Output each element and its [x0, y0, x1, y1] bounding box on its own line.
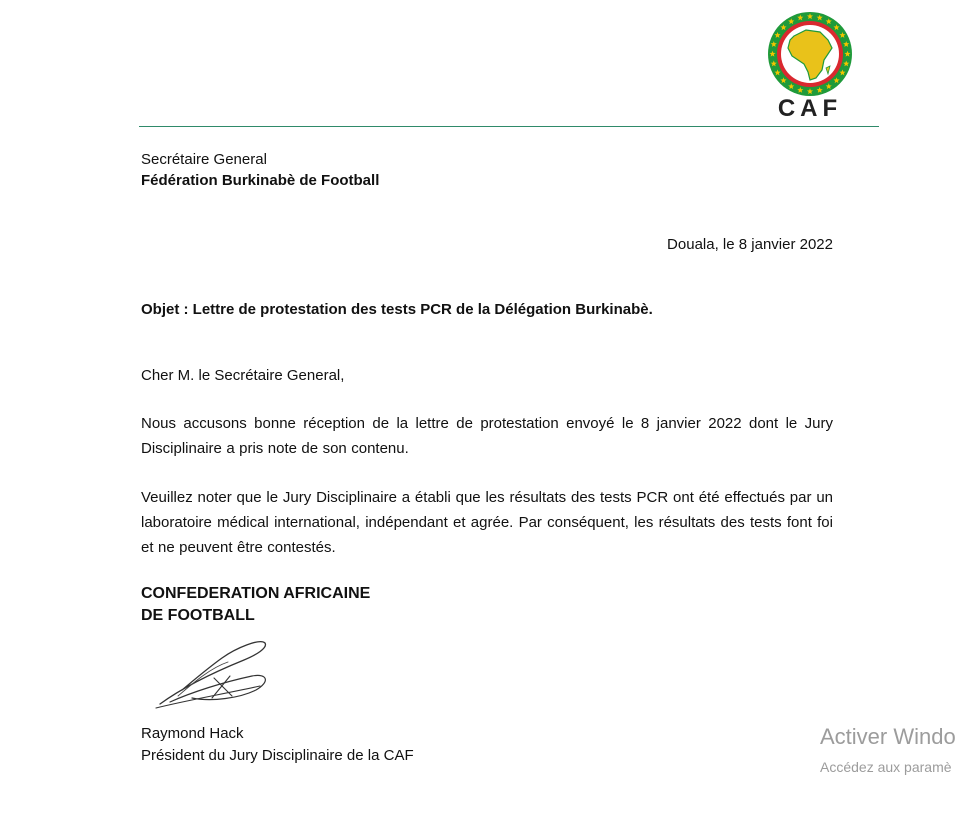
organization-line-1: CONFEDERATION AFRICAINE [141, 585, 371, 602]
organization-line-2: DE FOOTBALL [141, 607, 255, 624]
subject-line: Objet : Lettre de protestation des tests PCR de la Délégation Burkinabè. [141, 301, 653, 318]
logo-text: CAF [777, 95, 843, 122]
body-paragraph-1: Nous accusons bonne réception de la lettre de protestation envoyé le 8 janvier 2022 dont le Jury Disciplinaire a pris note de son contenu. [141, 415, 833, 457]
activation-watermark-title: Activer Windo [820, 724, 956, 749]
handwritten-signature [152, 638, 282, 713]
salutation: Cher M. le Secrétaire General, [141, 367, 345, 384]
activation-watermark-subtitle: Accédez aux paramè [820, 759, 952, 775]
recipient-organization: Fédération Burkinabè de Football [141, 172, 380, 189]
signatory-position: Président du Jury Disciplinaire de la CAF [141, 747, 414, 764]
caf-logo [754, 10, 866, 122]
organization-signature-block [141, 583, 370, 627]
body-paragraph-2: Veuillez noter que le Jury Disciplinaire a établi que les résultats des tests PCR ont été effectués par un laboratoire médical international, indépendant et agrée. Par conséquent, les résultats des tests font foi et ne peuvent être contestés. [141, 489, 833, 556]
recipient-title: Secrétaire General [141, 151, 267, 168]
date-line: Douala, le 8 janvier 2022 [667, 236, 833, 253]
signatory-name: Raymond Hack [141, 725, 244, 742]
header-divider [139, 126, 879, 127]
